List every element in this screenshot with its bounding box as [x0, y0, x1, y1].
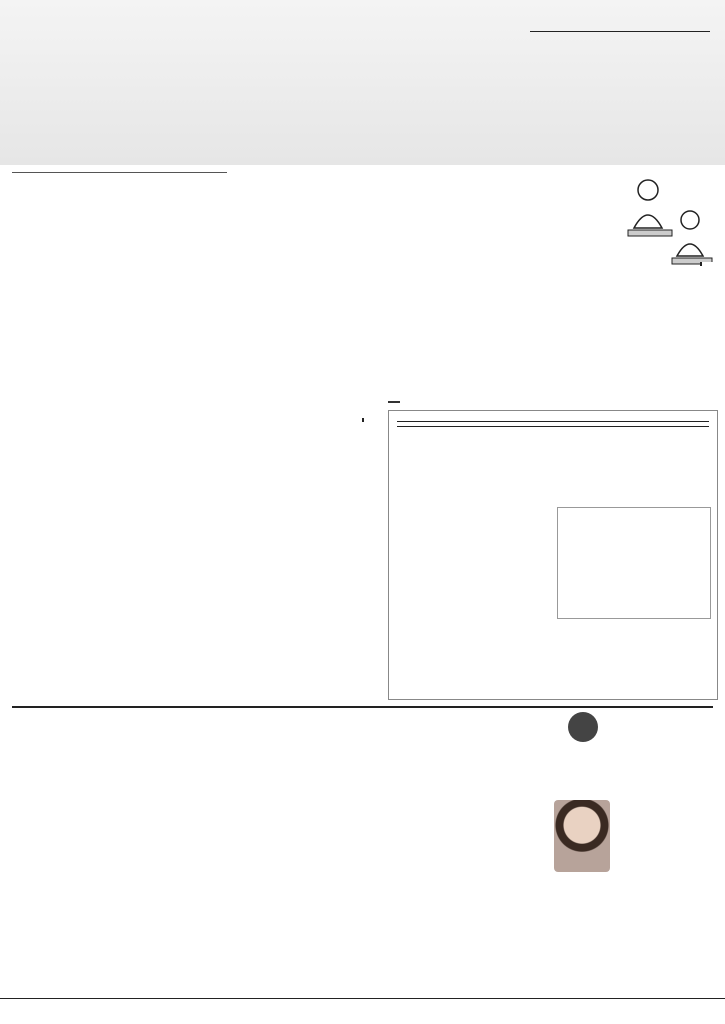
article-body-lower [232, 418, 382, 556]
portrait-photo [554, 800, 610, 872]
section-heading-disparity [700, 262, 720, 266]
report-box [388, 410, 718, 700]
article-body-upper [232, 262, 720, 412]
masthead-background [0, 0, 725, 165]
survey-chart [557, 507, 711, 619]
section-divider [12, 706, 713, 708]
opinion-body [12, 712, 547, 997]
table-caption [12, 170, 227, 173]
table-1-panel [12, 170, 227, 558]
footer-notice [0, 998, 725, 1024]
report-title [397, 421, 709, 427]
chart-plot [558, 512, 710, 586]
report-tag [388, 401, 400, 403]
organization-name [530, 28, 710, 32]
section-heading-national-funding [362, 418, 382, 422]
opinion-tag [568, 712, 598, 742]
children-studying-icon [620, 168, 715, 268]
